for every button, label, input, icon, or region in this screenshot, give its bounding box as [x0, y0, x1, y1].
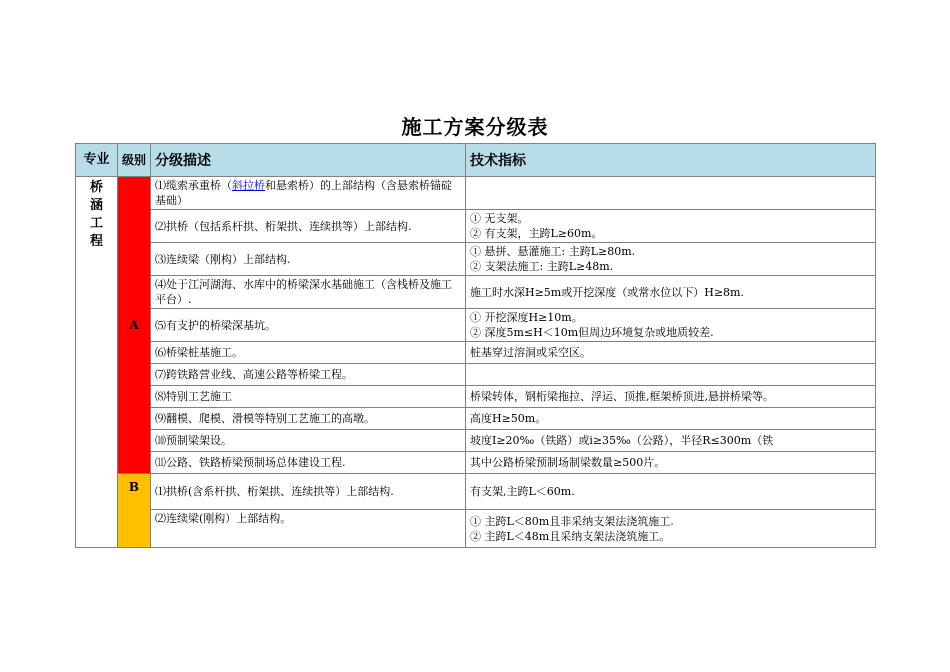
table-row: [76, 408, 876, 430]
level-a-cell: [118, 177, 151, 474]
cable-stayed-bridge-link[interactable]: 斜拉桥: [232, 179, 265, 192]
classification-table: [75, 143, 876, 548]
technical-cell: ① 无支架。 ② 有支架，主跨L≥60m。: [466, 210, 876, 243]
technical-cell: 桥梁转体，钢桁梁拖拉、浮运、顶推,框架桥顶进,悬拼桥梁等。: [466, 386, 876, 408]
technical-cell: 施工时水深H≥5m或开挖深度（或常水位以下）H≥8m.: [466, 276, 876, 309]
profession-cell: [76, 177, 118, 548]
desc-text: ⑴缆索承重桥（: [155, 179, 232, 192]
technical-cell: ① 主跨L＜80m且非采纳支架法浇筑施工. ② 主跨L＜48m且采纳支架法浇筑施工。: [466, 510, 876, 548]
table-row: [76, 243, 876, 276]
header-profession: 专业: [76, 144, 118, 177]
header-row: [76, 144, 876, 177]
table-row: [76, 276, 876, 309]
description-cell: [151, 177, 466, 210]
technical-cell: 有支架,主跨L＜60m.: [466, 474, 876, 510]
table-row: [76, 177, 876, 210]
level-a-label: A: [129, 318, 139, 332]
table-row: [76, 364, 876, 386]
description-cell: ⑵拱桥（包括系杆拱、桁架拱、连续拱等）上部结构.: [151, 210, 466, 243]
description-cell: ⑷处于江河湖海、水库中的桥梁深水基础施工（含栈桥及施工平台）.: [151, 276, 466, 309]
level-b-cell: [118, 474, 151, 548]
table-row: [76, 430, 876, 452]
table-row: [76, 474, 876, 510]
description-cell: ⑻特别工艺施工: [151, 386, 466, 408]
table-row: [76, 342, 876, 364]
description-cell: ⑹桥梁桩基施工。: [151, 342, 466, 364]
description-cell: ⑽预制梁架设。: [151, 430, 466, 452]
technical-cell: 桩基穿过溶洞或采空区。: [466, 342, 876, 364]
technical-cell: 其中公路桥梁预制场制梁数量≥500片。: [466, 452, 876, 474]
table-row: [76, 510, 876, 548]
header-description: 分级描述: [151, 144, 466, 177]
profession-label: 桥涵工程: [89, 180, 103, 249]
header-technical: 技术指标: [466, 144, 876, 177]
page-title: 施工方案分级表: [401, 115, 549, 139]
header-level: 级别: [118, 144, 151, 177]
desc-text: 和悬索桥）的上部结构（含悬索桥锚碇基础）: [155, 179, 452, 207]
technical-cell: [466, 177, 876, 210]
description-cell: ⑺跨铁路营业线、高速公路等桥梁工程。: [151, 364, 466, 386]
table-row: [76, 386, 876, 408]
table-row: [76, 210, 876, 243]
technical-cell: [466, 364, 876, 386]
description-cell: ⑶连续梁（刚构）上部结构.: [151, 243, 466, 276]
technical-cell: 坡度I≥20‰（铁路）或i≥35‰（公路），半径R≤300m（铁: [466, 430, 876, 452]
description-cell: ⑸有支护的桥梁深基坑。: [151, 309, 466, 342]
description-cell: ⑵连续梁(刚构）上部结构。: [151, 510, 466, 548]
description-cell: ⑴拱桥(含系杆拱、桁架拱、连续拱等）上部结构.: [151, 474, 466, 510]
description-cell: ⑾公路、铁路桥梁预制场总体建设工程.: [151, 452, 466, 474]
level-b-label: B: [128, 480, 140, 494]
technical-cell: 高度H≥50m。: [466, 408, 876, 430]
description-cell: ⑼翻模、爬模、滑模等特别工艺施工的高墩。: [151, 408, 466, 430]
technical-cell: ① 开挖深度H≥10m。 ② 深度5m≤H＜10m但周边环境复杂或地质较差.: [466, 309, 876, 342]
technical-cell: ① 悬拼、悬灌施工: 主跨L≥80m. ② 支架法施工: 主跨L≥48m.: [466, 243, 876, 276]
table-row: [76, 309, 876, 342]
table-row: [76, 452, 876, 474]
